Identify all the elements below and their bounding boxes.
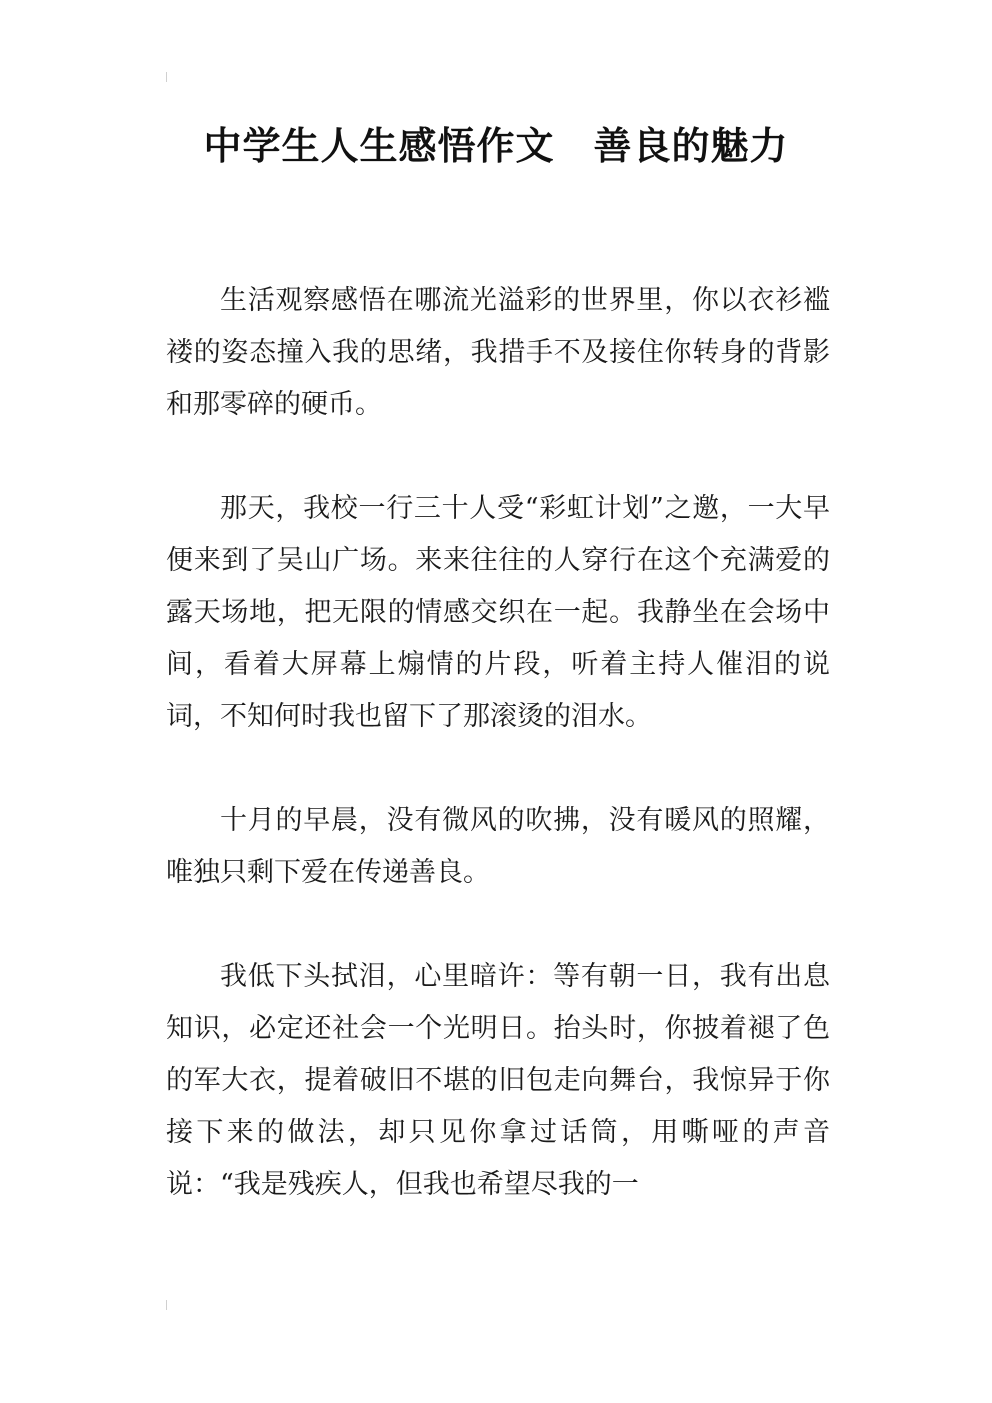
page-margin-mark <box>166 72 167 82</box>
paragraph: 生活观察感悟在哪流光溢彩的世界里，你以衣衫褴褛的姿态撞入我的思绪，我措手不及接住你转身的背影和那零碎的硬币。 <box>166 285 830 420</box>
document-body <box>166 275 830 1263</box>
paragraph: 十月的早晨，没有微风的吹拂，没有暖风的照耀，唯独只剩下爱在传递善良。 <box>166 805 830 888</box>
page-title: 中学生人生感悟作文 善良的魅力 <box>203 124 789 168</box>
paragraph: 我低下头拭泪，心里暗许：等有朝一日，我有出息知识，必定还社会一个光明日。抬头时，你披着褪了色的军大衣，提着破旧不堪的旧包走向舞台，我惊异于你接下来的做法，却只见你拿过话筒，用嘶哑的声音说：“我是残疾人，但我也希望尽我的一 <box>166 961 830 1200</box>
paragraph: 那天，我校一行三十人受“彩虹计划”之邀，一大早便来到了吴山广场。来来往往的人穿行在这个充满爱的露天场地，把无限的情感交织在一起。我静坐在会场中间，看着大屏幕上煽情的片段，听着主持人催泪的说词，不知何时我也留下了那滚烫的泪水。 <box>166 493 830 732</box>
page-margin-mark <box>166 1300 167 1310</box>
